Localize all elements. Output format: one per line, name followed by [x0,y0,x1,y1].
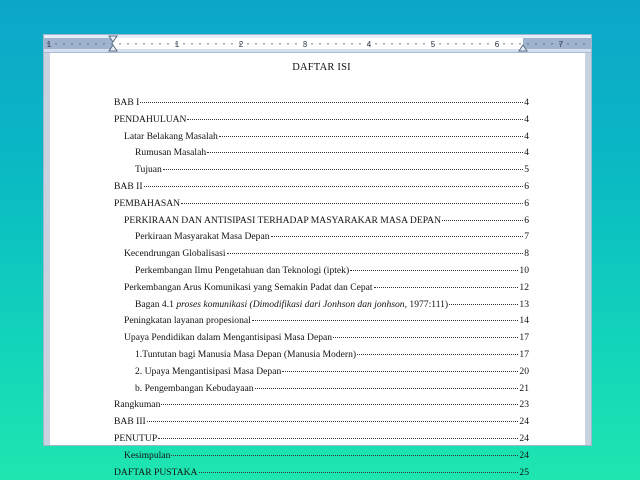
toc-page-number: 17 [519,349,529,360]
toc-entry-label [135,299,448,310]
horizontal-ruler[interactable] [44,35,591,53]
toc-entry[interactable] [114,395,529,411]
toc-entry[interactable] [135,261,529,277]
toc-page-number: 23 [519,399,529,411]
ruler-number: 7 [558,40,564,49]
toc-page-number: 12 [519,281,529,293]
toc-entry[interactable] [124,278,529,294]
ruler-number: 5 [430,40,436,49]
toc-entry-label: Peningkatan layanan propesional [124,315,251,327]
toc-entry[interactable] [135,295,529,311]
toc-entry-label: Perkembangan Ilmu Pengetahuan dan Teknologi (iptek) [135,265,350,276]
toc-entry[interactable] [124,311,529,327]
toc-entry-label: BAB I [114,97,140,108]
toc-entry[interactable] [114,429,529,445]
document-window [44,35,591,478]
toc-leader-dots [374,276,519,288]
toc-entry[interactable] [135,345,529,361]
toc-entry-label-italic: proses komunikasi (Dimodifikasi dari Jonhson dan jonhson, [176,298,407,310]
toc-leader-dots [181,192,523,204]
toc-entry-label: BAB II [114,181,143,192]
toc-entry-label: PENDAHULUAN [114,113,187,125]
toc-leader-dots [449,293,518,305]
toc-entry-label: 1.Tuntutan bagi Manusia Masa Depan (Manusia Modern) [135,349,357,360]
toc-page-number: 24 [519,416,529,428]
toc-leader-dots [171,444,518,456]
toc-leader-dots [199,461,519,473]
toc-page-number: 14 [519,315,529,327]
toc-leader-dots [357,343,518,355]
toc-leader-dots [147,410,519,422]
toc-entry[interactable] [135,143,529,159]
toc-entry-label: Perkembangan Arus Komunikasi yang Semakin Padat dan Cepat [124,281,373,293]
toc-entry-label-prefix: Bagan 4.1 [135,298,177,310]
toc-page-number: 4 [524,113,529,125]
toc-page-number: 4 [524,147,529,159]
toc-entry[interactable] [124,244,529,260]
toc-entry[interactable] [114,177,529,193]
toc-entry-label: DAFTAR PUSTAKA [114,466,198,478]
toc-entry-label: PERKIRAAN DAN ANTISIPASI TERHADAP MASYARAKAR MASA DEPAN [124,214,442,226]
toc-entry-label: Rumusan Masalah [135,147,207,159]
toc-page-number: 4 [524,97,529,108]
toc-leader-dots [219,125,523,137]
toc-entry[interactable] [135,379,529,395]
ruler-ticks [44,35,591,52]
toc-page-number: 10 [519,265,529,276]
toc-entry-label: PENUTUP [114,433,158,444]
toc-page-number: 6 [524,214,529,226]
toc-page-number: 13 [519,298,529,310]
toc-leader-dots [282,360,518,372]
toc-entry-label: PEMBAHASAN [114,197,181,209]
toc-page-number: 6 [524,181,529,192]
ruler-number: 6 [494,40,500,49]
toc-entry-label: b. Pengembangan Kebudayaan [135,382,254,394]
toc-leader-dots [333,326,518,338]
toc-entry-label: Rangkuman [114,399,161,411]
toc-entry[interactable] [114,412,529,428]
toc-entry[interactable] [114,194,529,210]
toc-entry[interactable] [135,362,529,378]
toc-page-number: 7 [524,231,529,243]
toc-page-number: 24 [519,433,529,444]
toc-page-number: 8 [524,248,529,260]
document-page[interactable] [50,53,585,478]
toc-entry-label: Latar Belakang Masalah [124,130,218,142]
toc-leader-dots [350,259,518,271]
toc-entry-label: Kecendrungan Globalisasi [124,248,226,260]
toc-leader-dots [207,141,523,153]
toc-entry[interactable] [114,463,529,479]
ruler-left-indent-marker[interactable] [109,45,117,51]
toc-leader-dots [163,158,523,170]
ruler-number: 4 [366,40,372,49]
ruler-number: 1 [174,40,180,49]
toc-page-number: 6 [524,197,529,209]
toc-page-number: 4 [524,130,529,142]
toc-entry[interactable] [124,127,529,143]
toc-entry-label: BAB III [114,416,146,428]
toc-title: DAFTAR ISI [292,62,351,73]
toc-entry[interactable] [135,160,529,176]
toc-entry[interactable] [114,93,529,109]
toc-leader-dots [161,393,518,405]
page-shadow-right [585,53,591,445]
toc-leader-dots [227,242,524,254]
toc-page-number: 17 [519,332,529,344]
toc-entry[interactable] [114,110,529,126]
ruler-right-indent-marker[interactable] [519,45,527,51]
ruler-number: 1 [46,40,52,49]
toc-page-number: 20 [519,365,529,377]
ruler-number: 2 [238,40,244,49]
toc-entry-label: Tujuan [135,164,162,176]
toc-leader-dots [144,175,524,187]
toc-leader-dots [255,377,519,389]
toc-leader-dots [442,209,523,221]
toc-leader-dots [252,309,519,321]
toc-page-number: 21 [519,382,529,394]
toc-entry-label: Perkiraan Masyarakat Masa Depan [135,231,270,243]
toc-entry[interactable] [124,211,529,227]
ruler-first-line-indent-marker[interactable] [109,36,117,42]
toc-entry-label: Upaya Pendidikan dalam Mengantisipasi Masa Depan [124,332,333,344]
toc-entry-label: Kesimpulan [124,449,171,461]
ruler-number: 3 [302,40,308,49]
toc-entry[interactable] [124,446,529,462]
toc-entry-label: 2. Upaya Mengantisipasi Masa Depan [135,365,282,377]
toc-leader-dots [187,108,523,120]
toc-leader-dots [158,427,518,439]
toc-entry-label-suffix: 1977:111) [407,298,449,310]
toc-page-number: 24 [519,449,529,461]
toc-entry[interactable] [124,328,529,344]
toc-leader-dots [271,225,524,237]
toc-page-number: 25 [519,466,529,478]
toc-leader-dots [140,91,523,103]
toc-entry[interactable] [135,227,529,243]
toc-page-number: 5 [524,164,529,176]
